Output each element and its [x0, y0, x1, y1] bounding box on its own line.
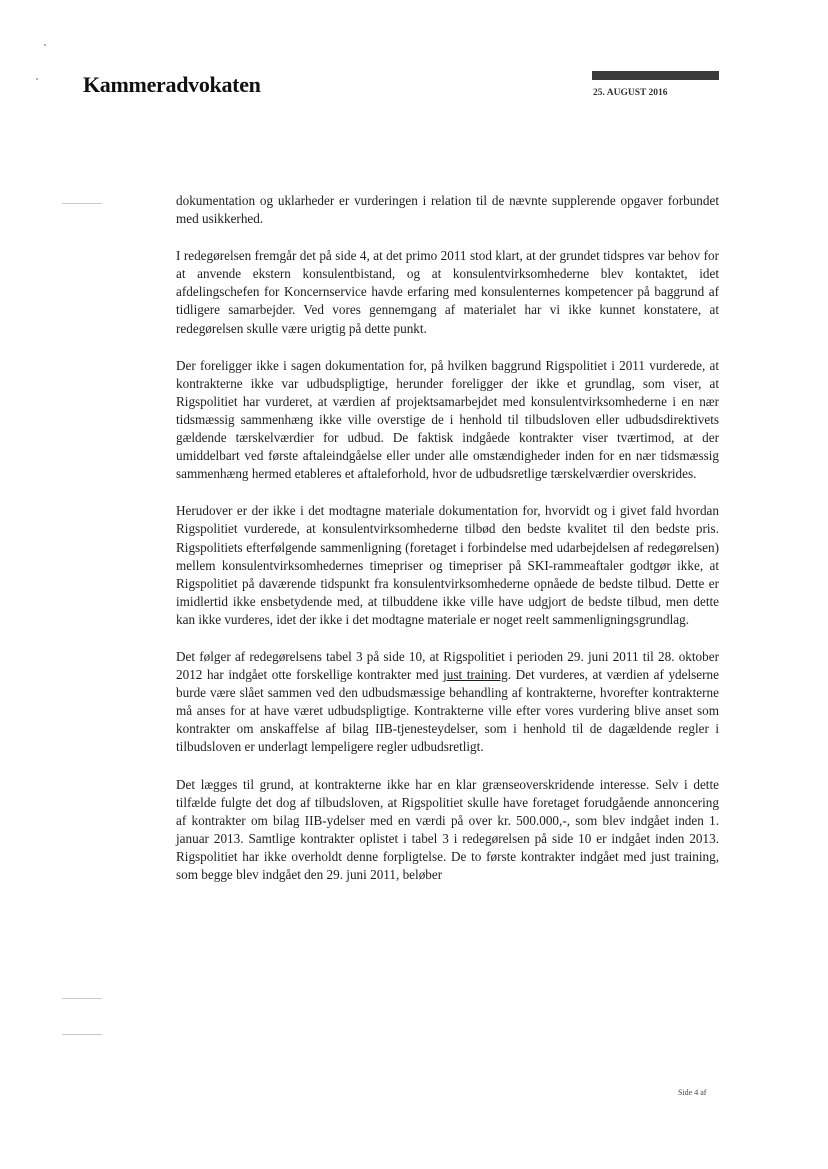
date-bar — [592, 71, 719, 80]
scan-mark-left-1 — [62, 203, 102, 204]
paragraph-1: dokumentation og uklarheder er vurderingen i relation til de nævnte supplerende opgaver forbundet med usikkerhed. — [176, 193, 719, 227]
scan-dot-2 — [36, 78, 38, 80]
paragraph-4: Herudover er der ikke i det modtagne materiale dokumentation for, hvorvidt og i givet fald hvordan Rigspolitiet vurderede, at konsulentvirksomhederne tilbød den bedste kvalitet til den bedste pris. Rigspolitiets efterfølgende sammenligning (foretaget i forbindelse med udarbejdelsen af redegørelsen) mellem konsulentvirksomhedernes timepriser og timepriser på SKI-rammeaftaler godtgør ikke, at Rigspolitiet på daværende tidspunkt fra konsulentvirksomhederne opnåede de bedste tilbud. Dette er imidlertid ikke ensbetydende med, at tilbuddene ikke ville have udgjort de bedste tilbud, men dette kan ikke vurderes, idet der ikke i det modtagne materiale er noget reelt sammenligningsgrundlag. — [176, 503, 719, 627]
document-date: 25. AUGUST 2016 — [593, 88, 668, 98]
just-training-underlined: just training — [443, 667, 508, 683]
paragraph-5 — [176, 648, 719, 757]
paragraph-5-before: Det følger af redegørelsens tabel 3 på side 10, at Rigspolitiet i perioden 29. juni 2011 til 28. oktober 2012 har indgået otte forskellige kontrakter med — [176, 648, 719, 683]
paragraph-3: Der foreligger ikke i sagen dokumentation for, på hvilken baggrund Rigspolitiet i 2011 vurderede, at kontrakterne ikke var udbudspligtige, herunder foreligger der ikke et grundlag, som viser, at Rigspolitiet har vurderet, at værdien af projektsamarbejdet med konsulentvirksomhederne i en nær tidsmæssig sammenhæng ikke ville overstige de i henhold til tilbudsloven eller udbudsdirektivets gældende tærskelværdier for udbud. De faktisk indgåede kontrakter viser tværtimod, at der umiddelbart ved første aftaleindgåelse eller under alle omstændigheder inden for en nær tidsmæssig sammenhæng hermed etableres et aftaleforhold, hvor de udbudsretlige tærskelværdier overskrides. — [176, 357, 719, 482]
paragraph-2: I redegørelsen fremgår det på side 4, at det primo 2011 stod klart, at der grundet tidspres var behov for at anvende ekstern konsulentbistand, og at konsulentvirksomhederne blev kontaktet, idet afdelingschefen for Koncernservice havde erfaring med konsulenternes kompetencer på baggrund af tidligere samarbejder. Ved vores gennemgang af materialet har vi ikke kunnet konstatere, at redegørelsen skulle være urigtig på dette punkt. — [176, 248, 719, 336]
paragraph-6: Det lægges til grund, at kontrakterne ikke har en klar grænseoverskridende interesse. Selv i dette tilfælde fulgte det dog af tilbudsloven, at Rigspolitiet skulle have foretaget forudgående annoncering af kontrakter om bilag IIB-ydelser med en værdi på over kr. 500.000,-, som blev indgået inden 1. januar 2013. Samtlige kontrakter oplistet i tabel 3 i redegørelsen på side 10 er indgået inden 2013. Rigspolitiet har ikke overholdt denne forpligtelse. De to første kontrakter indgået med just training, som begge blev indgået den 29. juni 2011, beløber — [176, 776, 719, 882]
logo: Kammeradvokaten — [83, 72, 261, 97]
scan-mark-left-2 — [62, 998, 102, 999]
scan-mark-left-3 — [62, 1034, 102, 1035]
paragraph-5-after: . Det vurderes, at værdien af ydelserne burde være slået sammen ved den udbudsmæssige behandling af kontrakterne, hvorefter kontrakterne må anses for at have været udbudspligtige. Kontrakterne ville efter vores vurdering blive anset som kontrakter om anskaffelse af bilag IIB-tjenesteydelser, som i henhold til de dagældende regler i tilbudsloven er underlagt lempeligere regler udbudsretligt. — [176, 667, 719, 755]
body-text — [176, 192, 719, 903]
scan-dot-1 — [44, 44, 46, 46]
page-number: Side 4 af — [678, 1088, 707, 1097]
